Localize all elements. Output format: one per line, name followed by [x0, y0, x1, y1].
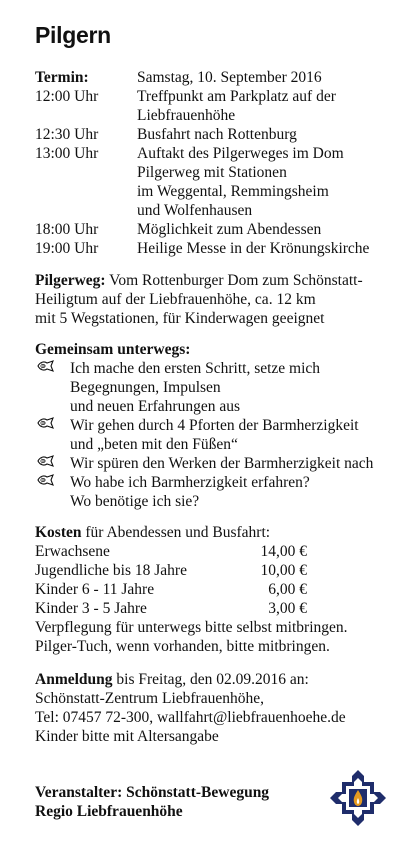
schedule-description: Treffpunkt am Parkplatz auf der	[137, 88, 336, 105]
kosten-row	[35, 599, 307, 618]
list-item	[35, 416, 373, 454]
anmeldung-label-rest: bis Freitag, den 02.09.2016 an:	[112, 671, 309, 688]
list-item-line: Wir gehen durch 4 Pforten der Barmherzigkeit	[70, 417, 359, 434]
anmeldung-contact: Tel: 07457 72-300, wallfahrt@liebfrauenhoehe.de	[35, 709, 346, 726]
schedule-description: Möglichkeit zum Abendessen	[137, 221, 322, 238]
kosten-row-label: Jugendliche bis 18 Jahre	[35, 562, 187, 579]
kosten-row-value: 6,00 €	[268, 581, 307, 598]
kosten-label-rest: für Abendessen und Busfahrt:	[81, 524, 271, 541]
schoenstatt-logo-icon	[328, 768, 388, 828]
kosten-section	[35, 523, 348, 656]
anmeldung-label: Anmeldung	[35, 671, 113, 688]
list-item-line: Wo benötige ich sie?	[70, 493, 200, 510]
kosten-row-label: Kinder 6 - 11 Jahre	[35, 581, 155, 598]
kosten-row	[35, 561, 307, 580]
veranstalter-section	[35, 783, 269, 821]
kosten-note-2: Pilger-Tuch, wenn vorhanden, bitte mitbringen.	[35, 638, 330, 655]
schedule-time: 12:30 Uhr	[35, 126, 99, 143]
gemeinsam-heading: Gemeinsam unterwegs:	[35, 341, 191, 358]
pilgrim-shell-icon	[37, 360, 55, 374]
pilgerweg-line-2: Heiligtum auf der Liebfrauenhöhe, ca. 12 km	[35, 291, 316, 308]
kosten-row-value: 10,00 €	[260, 562, 307, 579]
kosten-row-value: 14,00 €	[260, 543, 307, 560]
anmeldung-address: Schönstatt-Zentrum Liebfrauenhöhe,	[35, 690, 264, 707]
list-item-line: und neuen Erfahrungen aus	[70, 398, 241, 415]
veranstalter-line-2: Regio Liebfrauenhöhe	[35, 803, 183, 820]
schedule-description: Liebfrauenhöhe	[137, 107, 236, 124]
list-item	[35, 454, 373, 473]
termin-label: Termin:	[35, 69, 89, 86]
pilgerweg-section	[35, 271, 363, 328]
list-item	[35, 359, 373, 416]
kosten-label: Kosten	[35, 524, 82, 541]
schedule-description: Heilige Messe in der Krönungskirche	[137, 240, 370, 257]
schedule-description: Busfahrt nach Rottenburg	[137, 126, 297, 143]
schedule-time: 13:00 Uhr	[35, 145, 99, 162]
veranstalter-line-1: Veranstalter: Schönstatt-Bewegung	[35, 784, 270, 801]
kosten-table	[35, 542, 307, 618]
anmeldung-heading	[35, 670, 346, 689]
list-item	[35, 473, 373, 511]
list-item-line: Wo habe ich Barmherzigkeit erfahren?	[70, 474, 310, 491]
kosten-row-label: Kinder 3 - 5 Jahre	[35, 600, 147, 617]
list-item-line: und „beten mit den Füßen“	[70, 436, 238, 453]
schedule-time: 12:00 Uhr	[35, 88, 99, 105]
anmeldung-note: Kinder bitte mit Altersangabe	[35, 728, 219, 745]
kosten-row-value: 3,00 €	[268, 600, 307, 617]
page-title: Pilgern	[35, 22, 111, 48]
kosten-row	[35, 542, 307, 561]
schedule-description: und Wolfenhausen	[137, 202, 253, 219]
gemeinsam-section	[35, 340, 373, 511]
schedule-description: Pilgerweg mit Stationen	[137, 164, 287, 181]
schedule-description: Auftakt des Pilgerweges im Dom	[137, 145, 344, 162]
pilgerweg-line-3: mit 5 Wegstationen, für Kinderwagen geeignet	[35, 310, 325, 327]
pilgerweg-label: Pilgerweg:	[35, 272, 106, 289]
pilgrim-shell-icon	[37, 417, 55, 431]
pilgerweg-text-1: Vom Rottenburger Dom zum Schönstatt-	[105, 272, 363, 289]
termin-date: Samstag, 10. September 2016	[137, 69, 322, 86]
schedule-description: im Weggental, Remmingsheim	[137, 183, 329, 200]
kosten-row-label: Erwachsene	[35, 543, 110, 560]
pilgerweg-line-1	[35, 271, 363, 290]
pilgrim-shell-icon	[37, 455, 55, 469]
schedule-time: 19:00 Uhr	[35, 240, 99, 257]
anmeldung-section	[35, 670, 346, 746]
kosten-heading	[35, 523, 348, 542]
list-item-line: Wir spüren den Werken der Barmherzigkeit nach	[70, 455, 374, 472]
kosten-row	[35, 580, 307, 599]
list-item-line: Begegnungen, Impulsen	[70, 379, 221, 396]
pilgrim-shell-icon	[37, 474, 55, 488]
kosten-note-1: Verpflegung für unterwegs bitte selbst mitbringen.	[35, 619, 348, 636]
list-item-line: Ich mache den ersten Schritt, setze mich	[70, 360, 321, 377]
schedule-time: 18:00 Uhr	[35, 221, 99, 238]
